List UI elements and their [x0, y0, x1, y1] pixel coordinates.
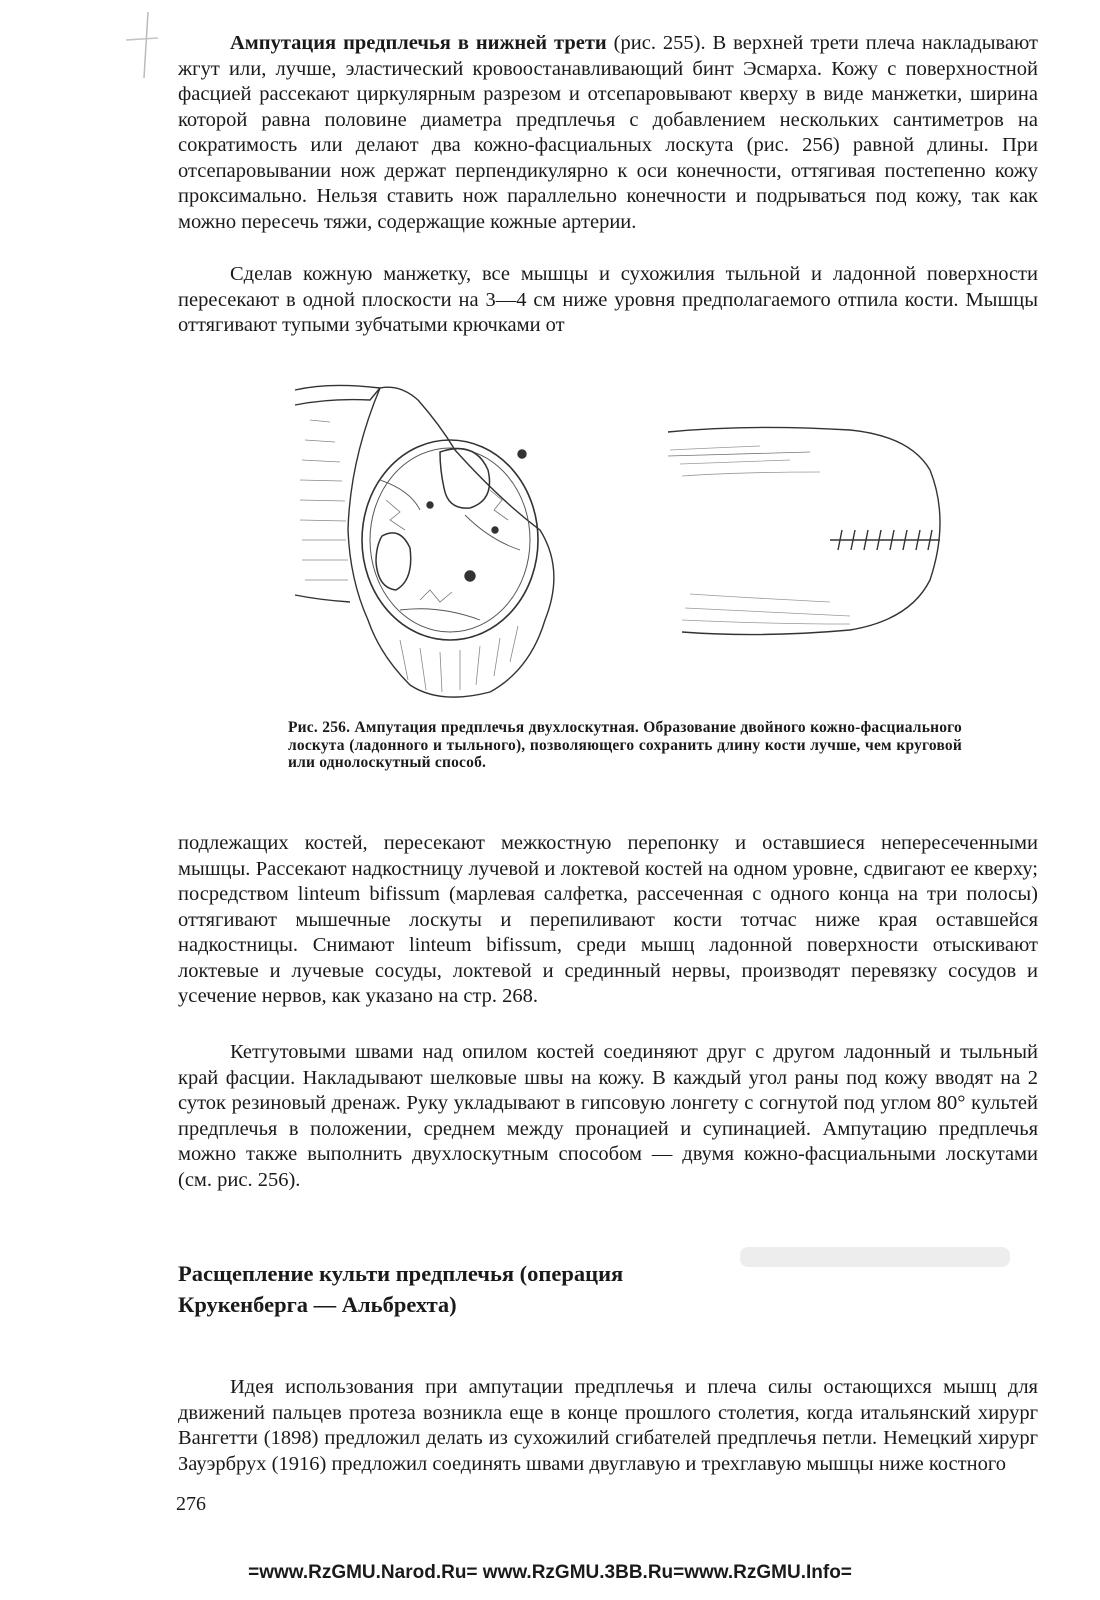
page-number: 276	[176, 1493, 206, 1515]
section-heading-line-2: Крукенберга — Альбрехта)	[178, 1292, 457, 1317]
figure-256-illustration	[290, 380, 980, 710]
paragraph-amputation-lower-third	[178, 31, 1038, 235]
paragraph-catgut-sutures: Кетгутовыми швами над опилом костей соединяют друг с другом ладонный и тыльный край фасции. Накладывают шелковые швы на кожу. В каждый угол раны под кожу вводят на 2 суток резиновый дренаж. Руку укладывают в гипсовую лонгету с согнутой под углом 80° культей предплечья в положении, среднем между пронацией и супинацией. Ампутацию предплечья можно также выполнить двухлоскутным способом — двумя кожно-фасциальными лоскутами (см. рис. 256).	[178, 1041, 1038, 1191]
forearm-stump-cross-section	[295, 385, 554, 697]
paragraph-lead-bold: Ампутация предплечья в нижней трети	[230, 32, 607, 54]
paragraph-text: (рис. 255). В верхней трети плеча накладывают жгут или, лучше, эластический кровоостанавливающий бинт Эсмарха. Кожу с поверхностной фасцией рассекают циркулярным разрезом и отсепаровывают кверху в виде манжетки, ширина которой равна половине диаметра предплечья с добавлением нескольких сантиметров на сократимость или делают два кожно-фасциальных лоскута (рис. 256) равной длины. При отсепаровывании нож держат перпендикулярно к оси конечности, оттягивая постепенно кожу проксимально. Нельзя ставить нож параллельно конечности и подрываться под кожу, так как можно пересечь тяжи, содержащие кожные артерии.	[178, 32, 1038, 233]
bleed-through-smudge	[730, 1233, 1020, 1279]
paragraph-krukenberg-idea: Идея использования при ампутации предплечья и плеча силы остающихся мышц для движений пальцев протеза возникла еще в конце прошлого столетия, когда итальянский хирург Вангетти (1898) предложил делать из сухожилий сгибателей предплечья петли. Немецкий хирург Зауэрбрух (1916) предложил соединять швами двуглавую и трехглавую мышцы ниже костного	[178, 1376, 1038, 1475]
sutured-stump	[668, 427, 940, 634]
site-watermark: =www.RzGMU.Narod.Ru= www.RzGMU.3BB.Ru=www.RzGMU.Info=	[248, 1562, 852, 1583]
section-heading-line-1: Расщепление культи предплечья (операция	[178, 1261, 624, 1286]
paragraph-skin-cuff: Сделав кожную манжетку, все мышцы и сухожилия тыльной и ладонной поверхности пересекают в одной плоскости на 3—4 см ниже уровня предполагаемого отпила кости. Мышцы оттягивают тупыми зубчатыми крючками от	[178, 263, 1038, 336]
section-heading	[178, 1258, 798, 1320]
paragraph-periosteum: подлежащих костей, пересекают межкостную перепонку и оставшиеся непересеченными мышцы. Рассекают надкостницу лучевой и локтевой костей на одном уровне, сдвигают ее кверху; посредством linteum bifissum (марлевая салфетка, рассеченная с одного конца на три полосы) оттягивают мышечные лоскуты и перепиливают кости тотчас ниже края оставшейся надкостницы. Снимают linteum bifissum, среди мышц ладонной поверхности отыскивают локтевые и лучевые сосуды, локтевой и срединный нервы, производят перевязку сосудов и усечение нервов, как указано на стр. 268.	[178, 832, 1038, 1007]
figure-256-caption: Рис. 256. Ампутация предплечья двухлоскутная. Образование двойного кожно-фасциального лоскута (ладонного и тыльного), позволяющего сохранить длину кости лучше, чем круговой или однолоскутный способ.	[288, 719, 962, 771]
pencil-margin-mark	[120, 10, 160, 80]
